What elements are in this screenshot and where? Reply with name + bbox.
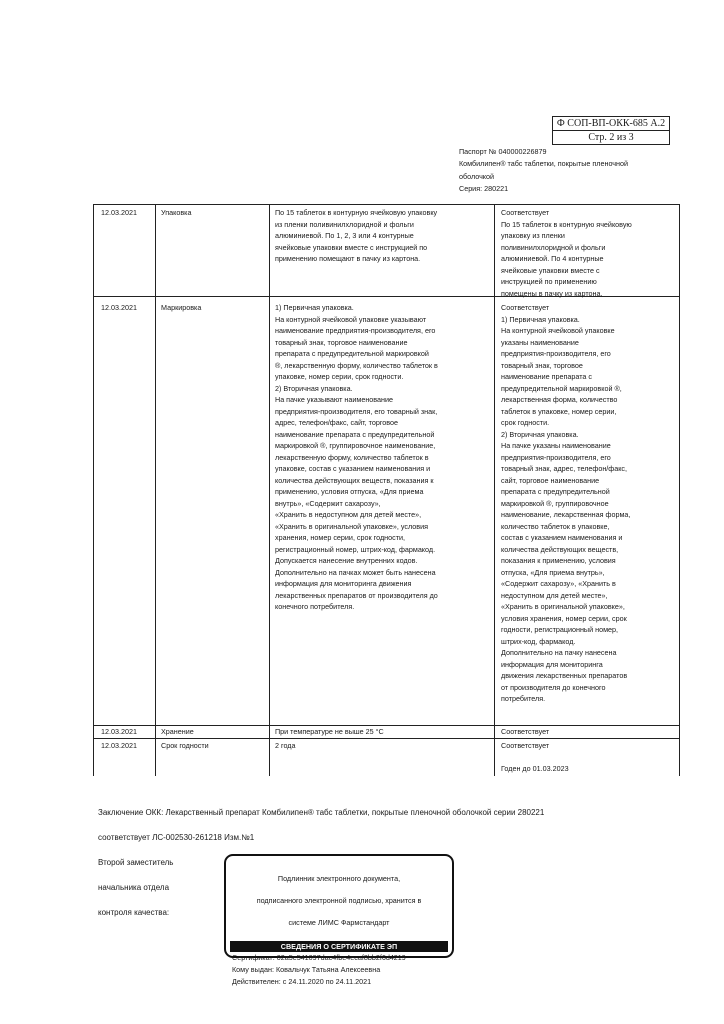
row-result: Соответствует По 15 таблеток в контурную ячейковую упаковку из пленки поливинилхлоридной и фольги алюминиевой. По 4 контурные ячейковые упаковки вместе с инструкцией по применению помещены в пачку из картона. bbox=[501, 208, 632, 298]
series-number: Серия: 280221 bbox=[459, 184, 509, 194]
row-requirement: По 15 таблеток в контурную ячейковую упаковку из пленки поливинилхлоридной и фольги алюминиевой. По 1, 2, 3 или 4 контурные ячейковые упаковки вместе с инструкцией по применению помещают в пачку из картона. bbox=[275, 208, 438, 263]
stamp-header bbox=[226, 862, 452, 939]
stamp-line3: системе ЛИМС Фармстандарт bbox=[288, 918, 390, 927]
issued-to-value: Ковальчук Татьяна Алексеевна bbox=[275, 965, 381, 974]
signer-title-line1: Второй заместитель bbox=[98, 857, 174, 867]
conclusion-line1: Заключение ОКК: Лекарственный препарат Комбилипен® табс таблетки, покрытые пленочной оболочкой серии 280221 bbox=[98, 807, 545, 817]
row-date: 12.03.2021 bbox=[101, 208, 137, 217]
conclusion-line2: соответствует ЛС-002530-261218 Изм.№1 bbox=[98, 832, 255, 842]
signer-title-line3: контроля качества: bbox=[98, 907, 170, 917]
passport-block bbox=[459, 146, 628, 196]
column-divider bbox=[494, 204, 495, 776]
row-date: 12.03.2021 bbox=[101, 727, 137, 736]
passport-number: Паспорт № 040000226879 bbox=[459, 147, 547, 156]
row-result: Соответствует bbox=[501, 741, 550, 750]
row-result: Соответствует 1) Первичная упаковка. На контурной ячейковой упаковке указаны наименование предприятия-производителя, его товарный знак, торговое наименование препарата с предупредительной маркировкой ®, лекарственная форма, количество таблеток в упаковке, номер серии, срок годности. 2) Вторичная упаковка. На пачке указаны наименование предприятия-производителя, его товарный знак, адрес, телефон/факс, сайт, торговое наименование препарата с предупредительной маркировкой ®, группировочное наименование, лекарственная форма, количество таблеток в упаковке, состав с указанием наименования и количества действующих веществ, показания к применению, условия отпуска, «Для приема внутрь», «Содержит сахарозу», «Хранить в недоступном для детей месте», «Хранить в оригинальной упаковке», условия хранения, номер серии, срок годности, регистрационный номер, штрих-код, фармакод. Дополнительно на пачку нанесена информация для мониторинга движения лекарственных препаратов от производителя до конечного потребителя. bbox=[501, 303, 631, 703]
row-date: 12.03.2021 bbox=[101, 303, 137, 312]
valid-label: Действителен: bbox=[232, 977, 281, 986]
column-divider bbox=[269, 204, 270, 776]
stamp-line1: Подлинник электронного документа, bbox=[277, 874, 401, 883]
certificate-row bbox=[232, 952, 452, 964]
row-parameter: Маркировка bbox=[161, 303, 202, 312]
form-code-box bbox=[552, 116, 670, 145]
stamp-certificate-bar: СВЕДЕНИЯ О СЕРТИФИКАТЕ ЭП bbox=[230, 941, 448, 952]
row-parameter: Срок годности bbox=[161, 741, 209, 750]
table-border-top bbox=[93, 204, 680, 205]
row-requirement: При температуре не выше 25 °С bbox=[275, 727, 384, 736]
e-signature-stamp bbox=[224, 854, 454, 986]
row-result: Соответствует bbox=[501, 727, 550, 736]
column-divider bbox=[679, 204, 680, 776]
test-results-table bbox=[93, 204, 680, 776]
page-number: Стр. 2 из 3 bbox=[553, 130, 669, 144]
stamp-line2: подписанного электронной подписью, хранится в bbox=[256, 896, 422, 905]
product-name-line2: оболочкой bbox=[459, 171, 495, 181]
certificate-value: 02a5e541097dac4fbe4ecaf8bb2f6d4219 bbox=[276, 953, 406, 962]
column-divider bbox=[93, 204, 94, 776]
row-divider bbox=[93, 738, 680, 739]
issued-to-label: Кому выдан: bbox=[232, 965, 274, 974]
row-requirement: 1) Первичная упаковка. На контурной ячейковой упаковке указывают наименование предприятия-производителя, его товарный знак, торговое наименование препарата с предупредительной маркировкой ®, лекарственную форму, количество таблеток в упаковке, номер серии, срок годности. 2) Вторичная упаковка. На пачке указывают наименование предприятия-производителя, его товарный знак, адрес, телефон/факс, сайт, торговое наименование препарата с предупредительной маркировкой ®, группировочное наименование, лекарственную форму, количество таблеток в упаковке, состав с указанием наименования и количества действующих веществ, показания к применению, условия отпуска, «Для приема внутрь», «Содержит сахарозу», «Хранить в недоступном для детей месте», «Хранить в оригинальной упаковке», условия хранения, номер серии, срок годности, регистрационный номер, штрих-код, фармакод. Допускается нанесение внутренних кодов. Дополнительно на пачках может быть нанесена информация для мониторинга движения лекарственных препаратов от производителя до конечного потребителя. bbox=[275, 303, 438, 611]
issued-to-row bbox=[232, 964, 452, 976]
row-parameter: Упаковка bbox=[161, 208, 192, 217]
form-code: Ф СОП-ВП-ОКК-685 А.2 bbox=[556, 118, 666, 129]
valid-value: с 24.11.2020 по 24.11.2021 bbox=[282, 977, 372, 986]
expiry-date: Годен до 01.03.2023 bbox=[501, 764, 569, 773]
certificate-label: Сертификат: bbox=[232, 953, 275, 962]
row-date: 12.03.2021 bbox=[101, 741, 137, 750]
row-parameter: Хранение bbox=[161, 727, 194, 736]
row-requirement: 2 года bbox=[275, 741, 296, 750]
product-name-line1: Комбилипен® табс таблетки, покрытые пленочной bbox=[459, 159, 629, 169]
valid-row bbox=[232, 976, 452, 988]
column-divider bbox=[155, 204, 156, 776]
signer-title-line2: начальника отдела bbox=[98, 882, 170, 892]
